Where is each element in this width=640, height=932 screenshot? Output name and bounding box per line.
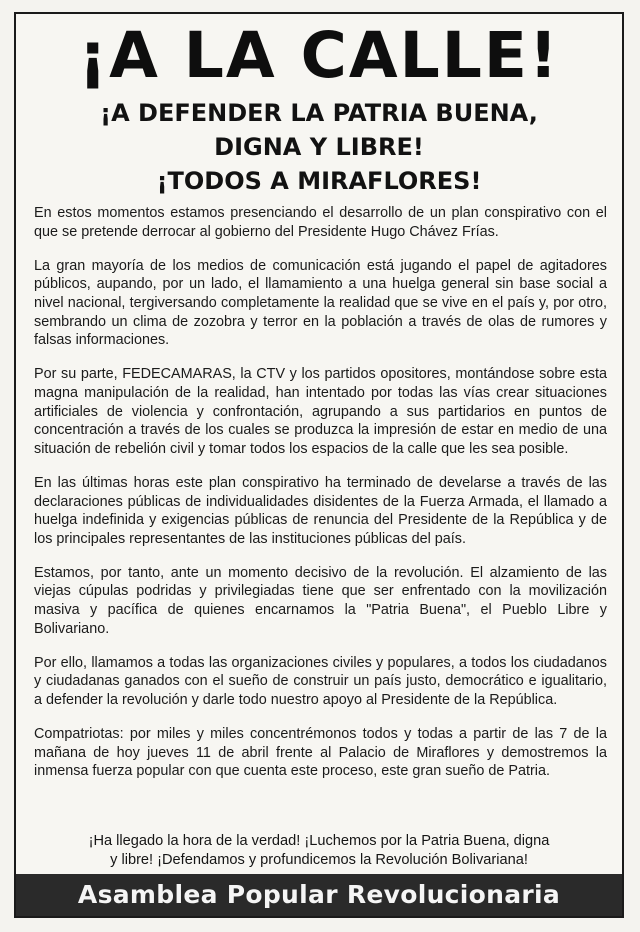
body-text (34, 204, 607, 797)
subtitle-line-2: DIGNA Y LIBRE! (214, 133, 424, 161)
closing-line-2: y libre! ¡Defendamos y profundicemos la Revolución Bolivariana! (110, 852, 528, 868)
closing-slogan (16, 832, 622, 870)
subtitle-line-1: ¡A DEFENDER LA PATRIA BUENA, (100, 99, 538, 127)
subtitle-line-3: ¡TODOS A MIRAFLORES! (156, 167, 482, 195)
paragraph-7: Compatriotas: por miles y miles concentrémonos todos y todas a partir de las 7 de la mañana de hoy jueves 11 de abril frente al Palacio de Miraflores y demostremos la inmensa fuerza popular con que cuenta este proceso, este gran sueño de Patria. (34, 726, 607, 780)
paragraph-3: Por su parte, FEDECAMARAS, la CTV y los partidos opositores, montándose sobre esta magna manipulación de la realidad, han intentado por todas las vías crear situaciones artificiales de violencia y confrontación, agrupando a sus partidarios en puntos de concentración a través de los cuales se produzca la impresión de estar en medio de una situación de rebelión civil y tomar todos los espacios de la calle que les sea posible. (34, 366, 607, 457)
signature-banner: Asamblea Popular Revolucionaria (16, 874, 622, 916)
paragraph-5: Estamos, por tanto, ante un momento decisivo de la revolución. El alzamiento de las viejas cúpulas podridas y privilegiadas tiene que ser enfrentado con la movilización masiva y pacífica de quienes encarnamos la "Patria Buena", el Pueblo Libre y Bolivariano. (34, 564, 607, 637)
main-title: ¡A LA CALLE! (78, 19, 560, 92)
flyer-document (14, 12, 624, 918)
closing-line-1: ¡Ha llegado la hora de la verdad! ¡Luchemos por la Patria Buena, digna (88, 833, 550, 849)
paragraph-1: En estos momentos estamos presenciando el desarrollo de un plan conspirativo con el que se pretende derrocar al gobierno del Presidente Hugo Chávez Frías. (34, 205, 607, 240)
paragraph-4: En las últimas horas este plan conspirativo ha terminado de develarse a través de las declaraciones públicas de individualidades disidentes de la Fuerza Armada, el llamado a huelga indefinida y exigencias públicas de renuncia del Presidente de la República y de los principales representantes de las instituciones públicas del país. (34, 474, 607, 547)
paragraph-6: Por ello, llamamos a todas las organizaciones civiles y populares, a todos los ciudadanos y ciudadanas ganados con el sueño de construir un país justo, democrático e igualitario, a defender la revolución y darle todo nuestro apoyo al Presidente de la República. (34, 654, 607, 709)
paragraph-2: La gran mayoría de los medios de comunicación está jugando el papel de agitadores públicos, aupando, por un lado, el llamamiento a una huelga general sin base social a nivel nacional, tergiversando completamente la realidad que se vive en el país y, por otro, sembrando un clima de zozobra y terror en la población a través de olas de rumores y falsas informaciones. (34, 257, 607, 349)
